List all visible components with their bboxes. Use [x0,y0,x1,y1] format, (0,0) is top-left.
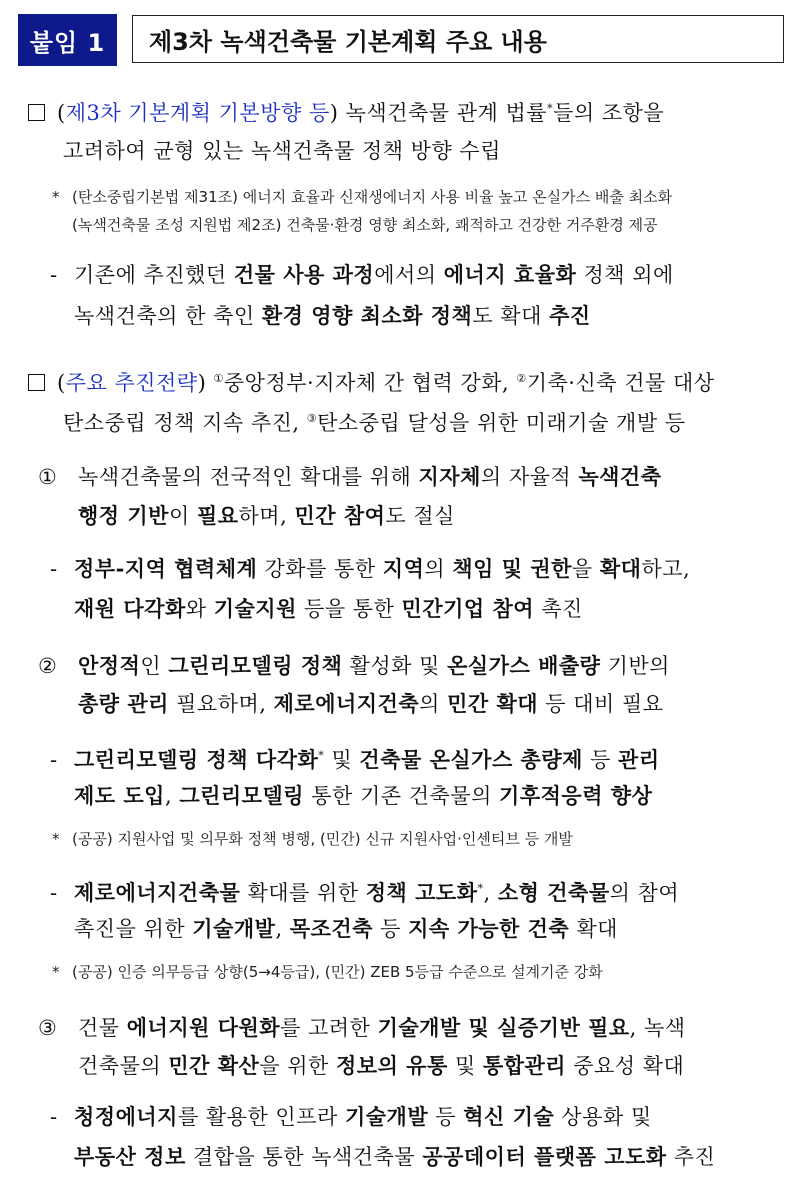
item2-line2: 총량 관리 필요하며, 제로에너지건축의 민간 확대 등 대비 필요 [78,691,664,716]
sec1-note2: (녹색건축물 조성 지원법 제2조) 건축물·환경 영향 최소화, 쾌적하고 건강한 거주환경 제공 [72,216,658,234]
item2-dash1-line2: 제도 도입, 그린리모델링 통한 기존 건축물의 기후적응력 향상 [74,783,653,808]
item2-dash2-line2: 촉진을 위한 기술개발, 목조건축 등 지속 가능한 건축 확대 [74,916,618,941]
sec1-line2: 고려하여 균형 있는 녹색건축물 정책 방향 수립 [63,139,501,163]
item3-line1: ③ 건물 에너지원 다원화를 고려한 기술개발 및 실증기반 필요, 녹색 [38,1015,686,1040]
sec2-label: 주요 추진전략 [65,371,198,395]
sec2-line1: (주요 추진전략) ①중앙정부·지자체 간 협력 강화, ②기축·신축 건물 대상 [28,356,715,406]
item2-dash1-line1: - 그린리모델링 정책 다각화* 및 건축물 온실가스 총량제 등 관리 [50,747,660,772]
checkbox-square-icon [28,104,45,121]
checkbox-square-icon [28,374,45,391]
sec2-line2: 탄소중립 정책 지속 추진, ③탄소중립 달성을 위한 미래기술 개발 등 [63,411,686,435]
item1-line1: ① 녹색건축물의 전국적인 확대를 위해 지자체의 자율적 녹색건축 [38,464,662,489]
item2-dash2-line1: - 제로에너지건축물 확대를 위한 정책 고도화*, 소형 건축물의 참여 [50,880,680,905]
sec1-note1: * (탄소중립기본법 제31조) 에너지 효율과 신재생에너지 사용 비율 높고 온실가스 배출 최소화 [52,188,673,206]
sec1-line1: (제3차 기본계획 기본방향 등) 녹색건축물 관계 법률*들의 조항을 [28,86,664,136]
header [18,14,786,66]
item2-note1: * (공공) 지원사업 및 의무화 정책 병행, (민간) 신규 지원사업·인센티브 등 개발 [52,830,573,848]
item1-line2: 행정 기반이 필요하며, 민간 참여도 절실 [78,503,455,528]
attachment-tag: 붙임 1 [18,14,117,66]
item2-note2: * (공공) 인증 의무등급 상향(5→4등급), (민간) ZEB 5등급 수준으로 설계기준 강화 [52,963,603,981]
item1-dash-line1: - 정부-지역 협력체계 강화를 통한 지역의 책임 및 권한을 확대하고, [50,556,691,581]
item3-dash-line1: - 청정에너지를 활용한 인프라 기술개발 등 혁신 기술 상용화 및 [50,1104,652,1129]
sec1-dash1-line2: 녹색건축의 한 축인 환경 영향 최소화 정책도 확대 추진 [74,303,591,328]
sec1-label: 제3차 기본계획 기본방향 등 [65,101,330,125]
item1-dash-line2: 재원 다각화와 기술지원 등을 통한 민간기업 참여 촉진 [74,596,583,621]
sec1-dash1-line1: - 기존에 추진했던 건물 사용 과정에서의 에너지 효율화 정책 외에 [50,262,674,287]
page-title: 제3차 녹색건축물 기본계획 주요 내용 [132,15,784,63]
item3-line2: 건축물의 민간 확산을 위한 정보의 유통 및 통합관리 중요성 확대 [78,1053,685,1078]
item2-line1: ② 안정적인 그린리모델링 정책 활성화 및 온실가스 배출량 기반의 [38,653,670,678]
item3-dash-line2: 부동산 정보 결합을 통한 녹색건축물 공공데이터 플랫폼 고도화 추진 [74,1144,716,1169]
